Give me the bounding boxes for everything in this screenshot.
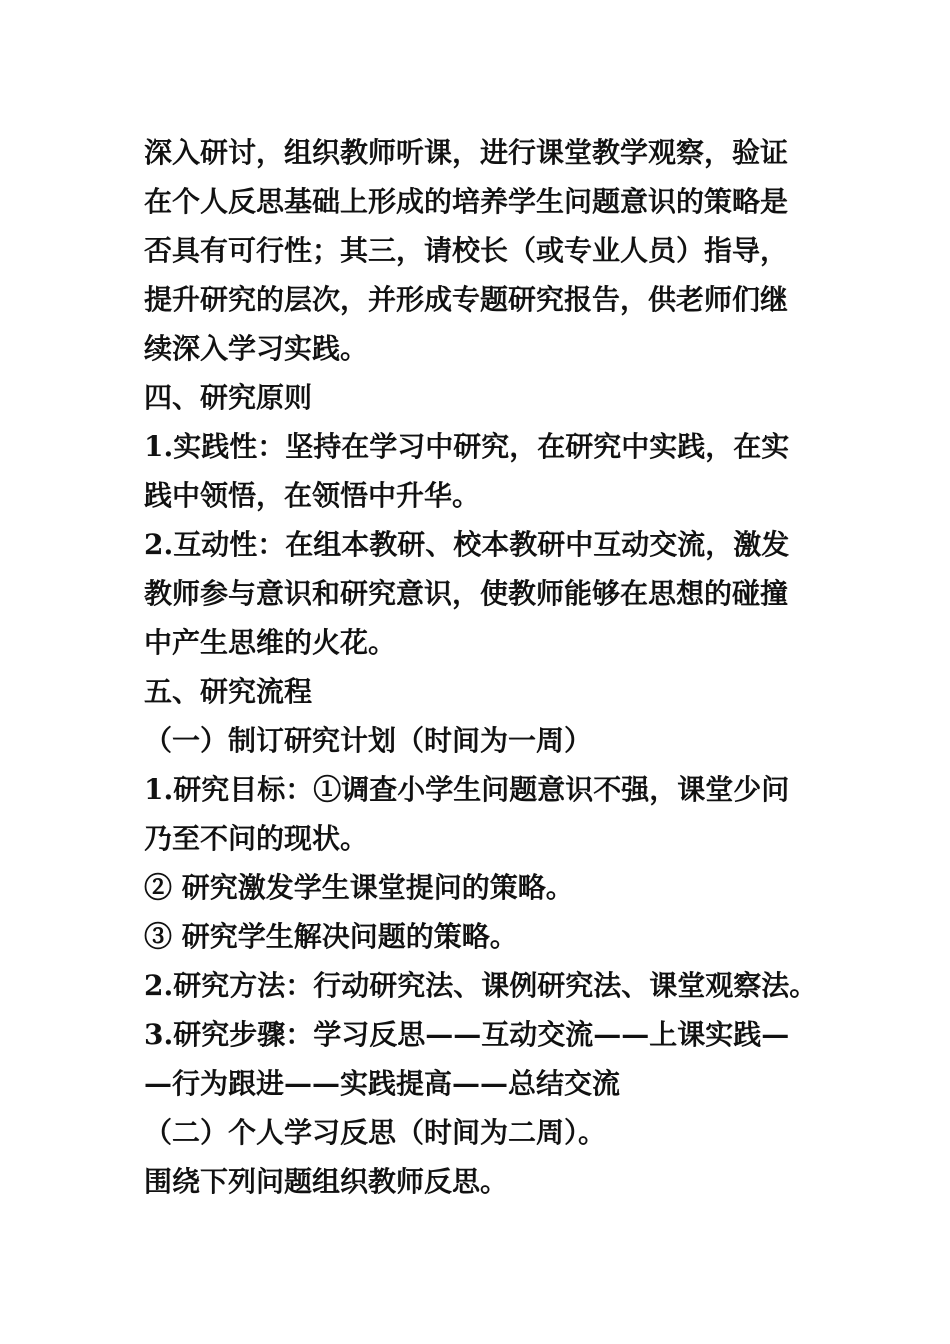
text-line: 2.研究方法：行动研究法、课例研究法、课堂观察法。 — [144, 969, 818, 1002]
text-line: 围绕下列问题组织教师反思。 — [144, 1165, 509, 1198]
section-heading: 四、研究原则 — [144, 381, 313, 414]
text-line: 续深入学习实践。 — [144, 332, 369, 365]
text-line: ② 研究激发学生课堂提问的策略。 — [144, 871, 574, 904]
text-line: 乃至不问的现状。 — [144, 822, 369, 855]
text-line: 深入研讨，组织教师听课，进行课堂教学观察，验证 — [144, 136, 789, 169]
text-line: 践中领悟，在领悟中升华。 — [144, 479, 481, 512]
text-line: 1.实践性：坚持在学习中研究，在研究中实践，在实 — [144, 430, 790, 463]
subsection-heading: （二）个人学习反思（时间为二周）。 — [144, 1116, 607, 1149]
text-line: 3.研究步骤：学习反思——互动交流——上课实践— — [144, 1018, 790, 1051]
text-line: 提升研究的层次，并形成专题研究报告，供老师们继 — [144, 283, 789, 316]
text-line: 教师参与意识和研究意识，使教师能够在思想的碰撞 — [144, 577, 789, 610]
text-line: 否具有可行性；其三，请校长（或专业人员）指导， — [144, 234, 789, 267]
text-line: 2.互动性：在组本教研、校本教研中互动交流，激发 — [144, 528, 790, 561]
text-line: ③ 研究学生解决问题的策略。 — [144, 920, 518, 953]
text-line: 中产生思维的火花。 — [144, 626, 397, 659]
text-line: 在个人反思基础上形成的培养学生问题意识的策略是 — [144, 185, 789, 218]
text-line: 1.研究目标：①调查小学生问题意识不强，课堂少问 — [144, 773, 790, 806]
subsection-heading: （一）制订研究计划（时间为一周） — [144, 724, 593, 757]
text-line: —行为跟进——实践提高——总结交流 — [144, 1067, 621, 1100]
section-heading: 五、研究流程 — [144, 675, 313, 708]
body-text — [144, 128, 844, 1206]
